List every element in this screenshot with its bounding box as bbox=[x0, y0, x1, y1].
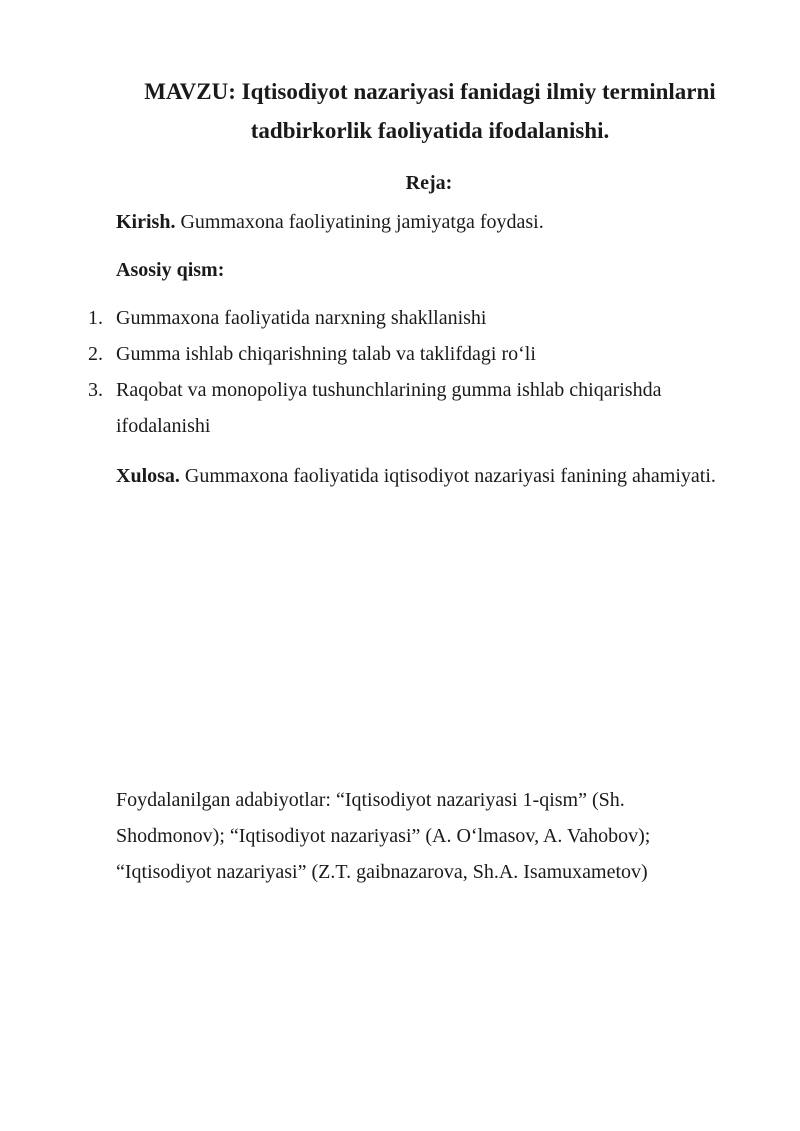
references-paragraph: Foydalanilgan adabiyotlar: “Iqtisodiyot nazariyasi 1-qism” (Sh. Shodmonov); “Iqtisodiyot nazariyasi” (A. O‘lmasov, A. Vahobov); “Iqtisodiyot nazariyasi” (Z.T. gaibnazarova, Sh.A. Isamuxametov) bbox=[116, 789, 651, 883]
intro-label: Kirish. bbox=[116, 211, 176, 233]
conclusion-label: Xulosa. bbox=[116, 465, 180, 487]
list-item bbox=[0, 336, 716, 372]
intro-paragraph bbox=[116, 204, 716, 240]
document-title: MAVZU: Iqtisodiyot nazariyasi fanidagi ilmiy terminlarni tadbirkorlik faoliyatida ifodalanishi. bbox=[144, 79, 716, 143]
list-item-text: Raqobat va monopoliya tushunchlarining gumma ishlab chiqarishda ifodalanishi bbox=[116, 379, 662, 437]
conclusion-text: Gummaxona faoliyatida iqtisodiyot nazariyasi fanining ahamiyati. bbox=[179, 465, 716, 487]
main-part-heading: Asosiy qism: bbox=[116, 259, 225, 281]
list-item-number: 1. bbox=[88, 307, 103, 329]
plan-heading: Reja: bbox=[405, 172, 453, 194]
conclusion-paragraph bbox=[116, 458, 716, 494]
intro-text: Gummaxona faoliyatining jamiyatga foydasi. bbox=[175, 211, 544, 233]
plan-list bbox=[0, 300, 760, 444]
list-item-text: Gumma ishlab chiqarishning talab va taklifdagi ro‘li bbox=[116, 343, 536, 365]
list-item-number: 2. bbox=[88, 343, 103, 365]
list-item-text: Gummaxona faoliyatida narxning shakllanishi bbox=[116, 307, 487, 329]
list-item bbox=[0, 372, 716, 444]
list-item-number: 3. bbox=[88, 379, 103, 401]
list-item bbox=[0, 300, 716, 336]
